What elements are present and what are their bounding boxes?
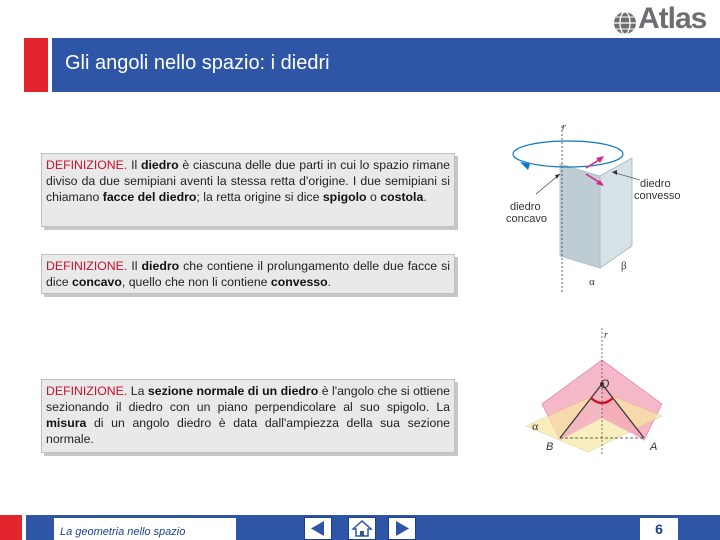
label-convesso-1: diedro — [640, 178, 671, 190]
definition-box-2 — [41, 254, 455, 294]
term-misura: misura — [46, 416, 87, 430]
text-part: . — [327, 275, 332, 289]
label-concavo-2: concavo — [506, 213, 547, 225]
definition-label: DEFINIZIONE. — [46, 158, 128, 172]
label-convesso-2: convesso — [634, 190, 681, 202]
prev-button[interactable] — [304, 517, 332, 540]
triangle-left-icon — [305, 518, 331, 539]
text-part: è ciascuna delle due parti in cui lo spazio rimane diviso da due semipiani aventi la stessa retta d'origine. I due semipiani si chiamano — [46, 158, 451, 204]
text-part: Il — [127, 158, 141, 172]
globe-icon — [612, 6, 638, 36]
footer-divider — [22, 515, 26, 540]
text-part: Il — [127, 259, 142, 273]
label-O: O — [600, 377, 610, 391]
footer-accent — [0, 515, 22, 540]
footer-label-text: La geometria nello spazio — [60, 526, 186, 538]
triangle-right-icon — [389, 518, 415, 539]
definition-label: DEFINIZIONE. — [46, 384, 128, 398]
page-title: Gli angoli nello spazio: i diedri — [65, 52, 330, 74]
term-convesso: convesso — [270, 275, 328, 289]
home-button[interactable] — [348, 517, 376, 540]
term-spigolo: spigolo — [322, 190, 367, 204]
normal-section-figure — [512, 318, 672, 458]
text-part: o — [366, 190, 381, 204]
term-facce: facce del diedro — [102, 190, 197, 204]
text-part: che contiene il prolungamento delle due facce si dice — [46, 259, 451, 289]
dihedral-figure — [500, 118, 700, 298]
text-part: di un angolo diedro è data dall'ampiezza della sua sezione normale. — [46, 416, 450, 446]
atlas-logo — [612, 2, 707, 38]
label-alpha: α — [589, 276, 595, 288]
home-icon — [349, 518, 375, 539]
label-B: B — [546, 441, 554, 453]
text-part: , quello che non li contiene — [121, 275, 271, 289]
label-r: r — [604, 330, 608, 341]
next-button[interactable] — [388, 517, 416, 540]
page-number: 6 — [655, 521, 663, 537]
dihedral-diagram — [500, 118, 700, 298]
logo-text: Atlas — [638, 2, 707, 35]
definition-box-3 — [41, 379, 455, 453]
normal-section-diagram — [512, 318, 672, 458]
title-divider — [48, 38, 52, 92]
definition-label: DEFINIZIONE. — [46, 259, 128, 273]
term-diedro: diedro — [141, 158, 179, 172]
page-number-box — [640, 518, 678, 540]
label-alpha: α — [532, 419, 539, 433]
term-diedro: diedro — [141, 259, 180, 273]
label-r: r — [562, 122, 566, 133]
label-beta: β — [621, 260, 627, 272]
text-part: è l'angolo che si ottiene sezionando il diedro con un piano perpendicolare al suo spigolo. La — [46, 384, 451, 414]
term-concavo: concavo — [71, 275, 122, 289]
text-part: ; la retta origine si dice — [196, 190, 323, 204]
title-accent — [24, 38, 48, 92]
footer-section-label — [54, 518, 236, 540]
text-part: . — [423, 190, 427, 204]
label-A: A — [650, 441, 658, 453]
definition-box-1 — [41, 153, 455, 227]
term-costola: costola — [380, 190, 424, 204]
term-sezione-normale: sezione normale di un diedro — [147, 384, 319, 398]
label-concavo-1: diedro — [510, 201, 541, 213]
text-part: La — [127, 384, 148, 398]
